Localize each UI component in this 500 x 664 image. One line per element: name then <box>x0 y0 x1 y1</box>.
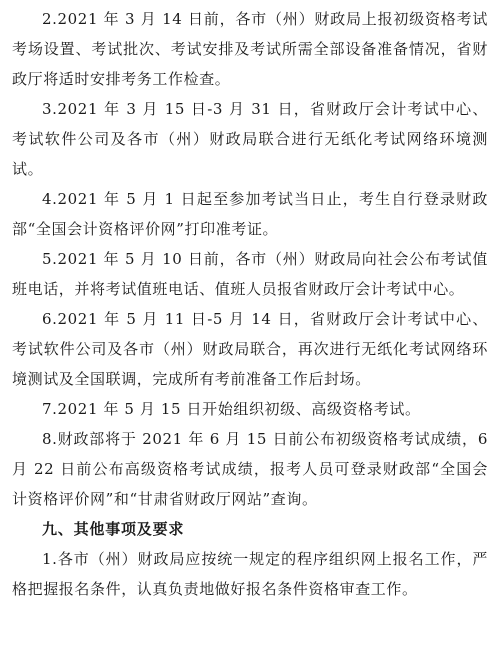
paragraph-item-2: 2.2021 年 3 月 14 日前，各市（州）财政局上报初级资格考试考场设置、考试批次、考试安排及考试所需全部设备准备情况，省财政厅将适时安排考务工作检查。 <box>12 10 488 88</box>
paragraph-item-8: 8.财政部将于 2021 年 6 月 15 日前公布初级资格考试成绩，6 月 22 日前公布高级资格考试成绩，报考人员可登录财政部“全国会计资格评价网”和“甘肃省财政厅网站”查询。 <box>12 430 488 508</box>
paragraph-item-3: 3.2021 年 3 月 15 日-3 月 31 日，省财政厅会计考试中心、考试软件公司及各市（州）财政局联合进行无纸化考试网络环境测试。 <box>12 100 488 178</box>
paragraph-item-6: 6.2021 年 5 月 11 日-5 月 14 日，省财政厅会计考试中心、考试软件公司及各市（州）财政局联合，再次进行无纸化考试网络环境测试及全国联调，完成所有考前准备工作后封场。 <box>12 310 488 388</box>
paragraph-item-4: 4.2021 年 5 月 1 日起至参加考试当日止，考生自行登录财政部“全国会计资格评价网”打印准考证。 <box>12 190 488 238</box>
paragraph-requirement-1: 1.各市（州）财政局应按统一规定的程序组织网上报名工作，严格把握报名条件，认真负责地做好报名条件资格审查工作。 <box>12 550 488 598</box>
section-heading: 九、其他事项及要求 <box>42 520 185 538</box>
paragraph-item-7: 7.2021 年 5 月 15 日开始组织初级、高级资格考试。 <box>42 400 421 418</box>
paragraph-item-5: 5.2021 年 5 月 10 日前，各市（州）财政局向社会公布考试值班电话，并将考试值班电话、值班人员报省财政厅会计考试中心。 <box>12 250 488 298</box>
